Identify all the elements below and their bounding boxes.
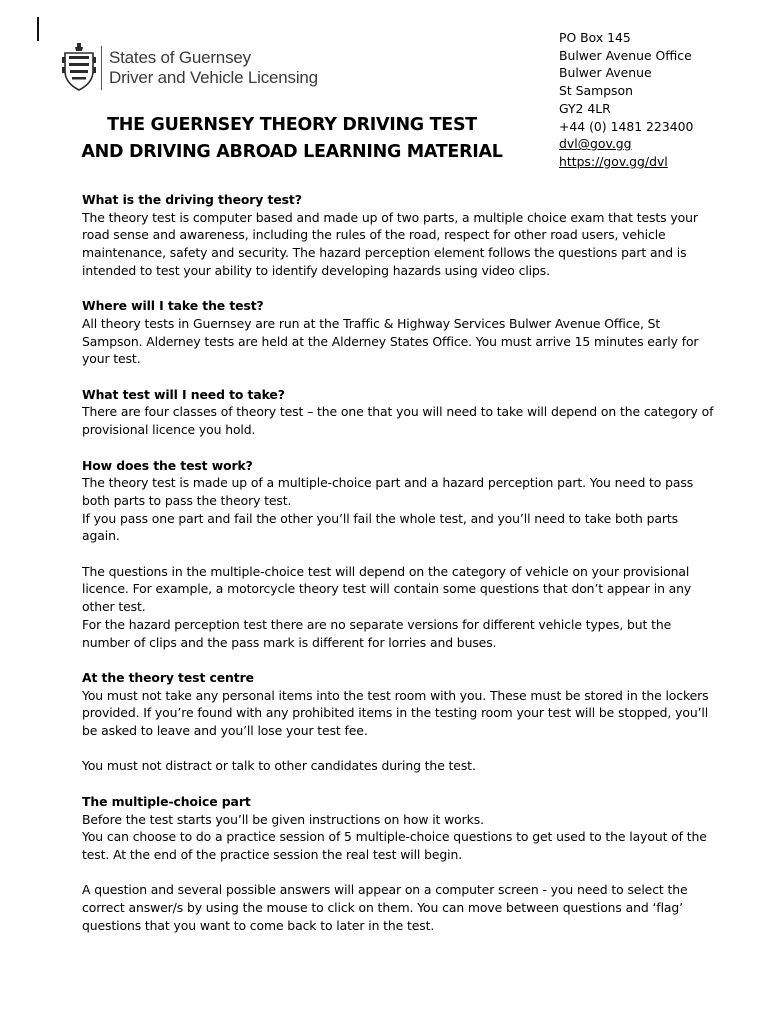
paragraph: You must not take any personal items into the test room with you. These must be stored in the lockers provided. If you’re found with any prohibited items in the testing room your test will be stopped, you’ll be asked to leave and you’ll lose your test fee.: [82, 687, 709, 739]
section-multiple-choice: [82, 793, 714, 864]
address-line: St Sampson: [559, 83, 633, 99]
section-heading: At the theory test centre: [82, 669, 254, 685]
logo-line-2: Driver and Vehicle Licensing: [109, 68, 318, 87]
section-question-categories: [82, 563, 714, 652]
section-no-distraction: [82, 757, 714, 775]
section-heading: What test will I need to take?: [82, 386, 285, 402]
section-heading: How does the test work?: [82, 457, 253, 473]
section-where-take-test: [82, 297, 714, 368]
document-body: [82, 191, 714, 934]
section-what-is-test: [82, 191, 714, 280]
section-how-test-works: [82, 457, 714, 546]
phone-number: +44 (0) 1481 223400: [559, 118, 694, 134]
address-line: Bulwer Avenue: [559, 65, 652, 81]
title-line-2: AND DRIVING ABROAD LEARNING MATERIAL: [81, 142, 503, 162]
paragraph: There are four classes of theory test – the one that you will need to take will depend on the category of provisional licence you hold.: [82, 404, 714, 438]
states-of-guernsey-logo: [62, 43, 318, 93]
paragraph: You can choose to do a practice session of 5 multiple-choice questions to get used to the layout of the test. At the end of the practice session the real test will begin.: [82, 829, 707, 862]
section-heading: Where will I take the test?: [82, 298, 264, 314]
paragraph: The theory test is made up of a multiple-choice part and a hazard perception part. You need to pass both parts to pass the theory test.: [82, 475, 694, 508]
address-line: PO Box 145: [559, 30, 631, 45]
paragraph: All theory tests in Guernsey are run at the Traffic & Highway Services Bulwer Avenue Office, St Sampson. Alderney tests are held at the Alderney States Office. You must arrive 15 minutes early for your test.: [82, 315, 699, 367]
paragraph: A question and several possible answers will appear on a computer screen - you need to select the correct answer/s by using the mouse to click on them. You can move between questions and ‘flag’ questions that you want to come back to later in the test.: [82, 882, 688, 933]
contact-address-block: [559, 29, 693, 171]
logo-line-1: States of Guernsey: [109, 48, 251, 67]
section-test-centre: [82, 669, 714, 740]
section-answering: [82, 881, 714, 934]
section-which-test: [82, 386, 714, 439]
address-line: Bulwer Avenue Office: [559, 47, 692, 63]
document-title: [62, 112, 522, 166]
paragraph: Before the test starts you’ll be given instructions on how it works.: [82, 811, 484, 827]
paragraph: For the hazard perception test there are no separate versions for different vehicle types, but the number of clips and the pass mark is different for lorries and buses.: [82, 616, 672, 650]
section-heading: What is the driving theory test?: [82, 192, 302, 207]
address-line: GY2 4LR: [559, 100, 611, 116]
guernsey-crest-icon: [62, 43, 96, 93]
text-cursor: [37, 17, 39, 41]
email-link[interactable]: dvl@gov.gg: [559, 136, 632, 152]
paragraph: If you pass one part and fail the other you’ll fail the whole test, and you’ll need to take both parts again.: [82, 510, 678, 544]
website-link[interactable]: https://gov.gg/dvl: [559, 153, 668, 169]
section-heading: The multiple-choice part: [82, 793, 251, 809]
title-line-1: THE GUERNSEY THEORY DRIVING TEST: [107, 115, 477, 135]
paragraph: The questions in the multiple-choice test will depend on the category of vehicle on your provisional licence. For example, a motorcycle theory test will contain some questions that don’t appear in any other test.: [82, 563, 692, 615]
logo-divider: [101, 46, 102, 90]
logo-text: [109, 48, 318, 88]
paragraph: You must not distract or talk to other candidates during the test.: [82, 758, 476, 774]
paragraph: The theory test is computer based and made up of two parts, a multiple choice exam that tests your road sense and awareness, including the rules of the road, respect for other road users, vehicle maintenance, safety and security. The hazard perception element follows the questions part and is intended to test your ability to identify developing hazards using video clips.: [82, 209, 698, 278]
